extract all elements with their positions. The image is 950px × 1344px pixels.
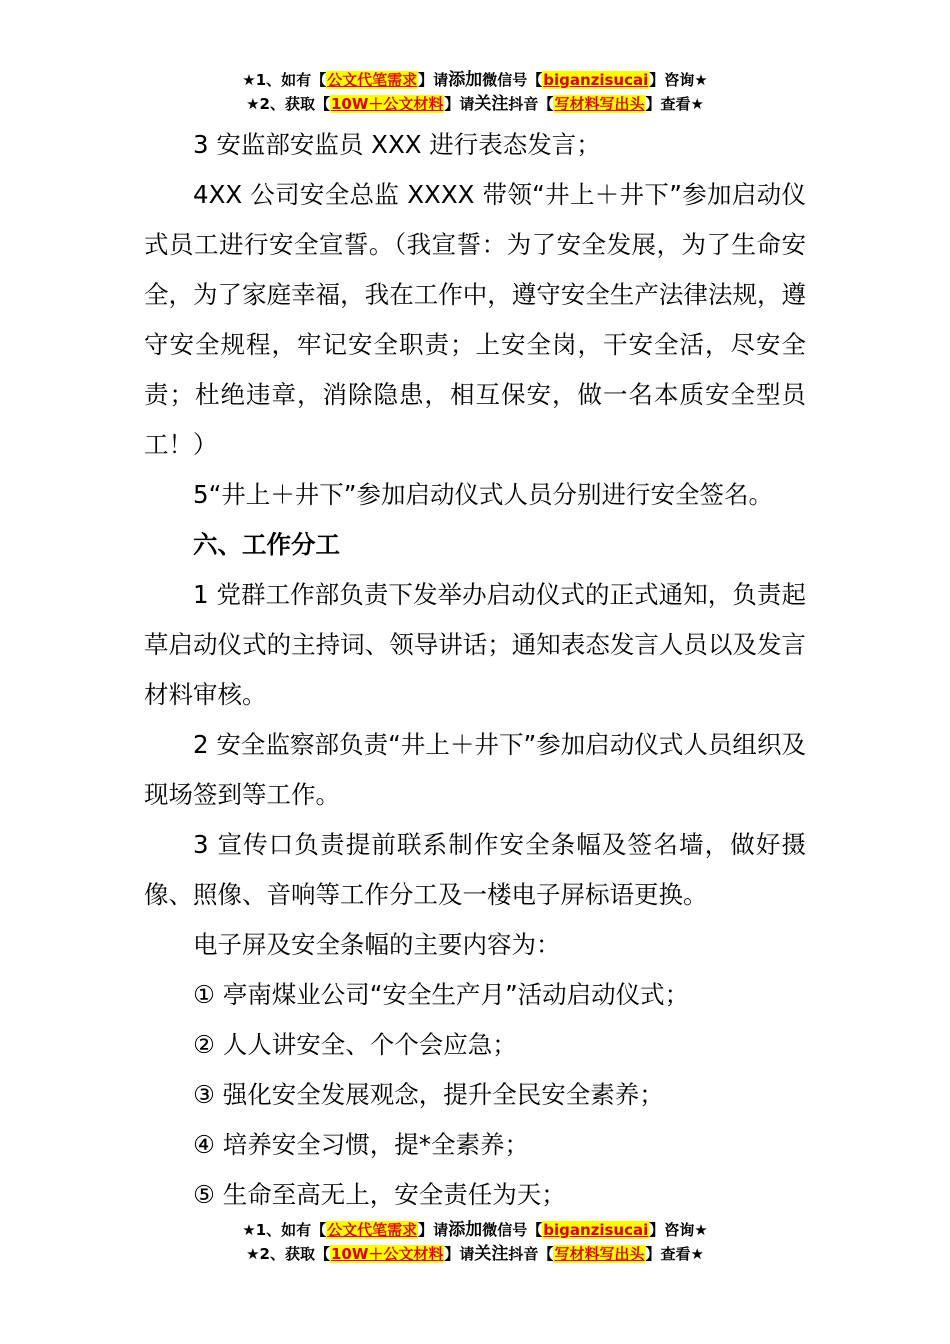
star-icon: ★ (242, 71, 256, 89)
highlight-materials: 10W＋公文材料 (330, 95, 444, 113)
highlight-douyin-account: 写材料写出头 (554, 1245, 645, 1263)
list-item: ③ 强化安全发展观念，提升全民安全素养； (193, 1080, 664, 1109)
paragraph: 1 党群工作部负责下发举办启动仪式的正式通知，负责起草启动仪式的主持词、领导讲话；通知表态发言人员以及发言材料审核。 (144, 580, 806, 709)
star-icon: ★ (246, 95, 260, 113)
list-item: ① 亭南煤业公司“安全生产月”活动启动仪式； (193, 980, 690, 1009)
highlight-wechat-id: biganzisucai (543, 1221, 649, 1239)
paragraph: 2 安全监察部负责“井上＋井下”参加启动仪式人员组织及现场签到等工作。 (144, 730, 806, 809)
highlight-douyin-account: 写材料写出头 (554, 95, 645, 113)
star-icon: ★ (246, 1245, 260, 1263)
star-icon: ★ (242, 1221, 256, 1239)
highlight-materials: 10W＋公文材料 (330, 1245, 444, 1263)
section-heading: 六、工作分工 (193, 530, 340, 559)
list-item: ④ 培养安全习惯，提*全素养； (193, 1130, 530, 1159)
promo-banner-bottom (0, 1218, 950, 1266)
document-body (144, 120, 806, 1220)
list-item: ⑤ 生命至高无上，安全责任为天； (193, 1180, 566, 1209)
promo-banner-top (0, 68, 950, 116)
highlight-wechat-id: biganzisucai (543, 71, 649, 89)
paragraph: 4XX 公司安全总监 XXXX 带领“井上＋井下”参加启动仪式员工进行安全宣誓。（我宣誓：为了安全发展，为了生命安全，为了家庭幸福，我在工作中，遵守安全生产法律法规，遵守安全规程，牢记安全职责；上安全岗，干安全活，尽安全责；杜绝违章，消除隐患，相互保安，做一名本质安全型员工！） (144, 180, 806, 459)
paragraph: 3 安监部安监员 XXX 进行表态发言； (193, 130, 601, 159)
paragraph: 3 宣传口负责提前联系制作安全条幅及签名墙，做好摄像、照像、音响等工作分工及一楼电子屏标语更换。 (144, 830, 806, 909)
promo-line-1: ★1、如有【公文代笔需求】请添加微信号【biganzisucai】咨询★ (242, 1220, 708, 1240)
highlight-service: 公文代笔需求 (327, 71, 418, 89)
promo-line-1: ★1、如有【公文代笔需求】请添加微信号【biganzisucai】咨询★ (242, 70, 708, 90)
paragraph: 5“井上＋井下”参加启动仪式人员分别进行安全签名。 (193, 480, 773, 509)
promo-line-2: ★2、获取【10W＋公文材料】请关注抖音【写材料写出头】查看★ (246, 1244, 704, 1264)
promo-line-2: ★2、获取【10W＋公文材料】请关注抖音【写材料写出头】查看★ (246, 94, 704, 114)
highlight-service: 公文代笔需求 (327, 1221, 418, 1239)
paragraph: 电子屏及安全条幅的主要内容为： (193, 930, 561, 959)
list-item: ② 人人讲安全、个个会应急； (193, 1030, 517, 1059)
